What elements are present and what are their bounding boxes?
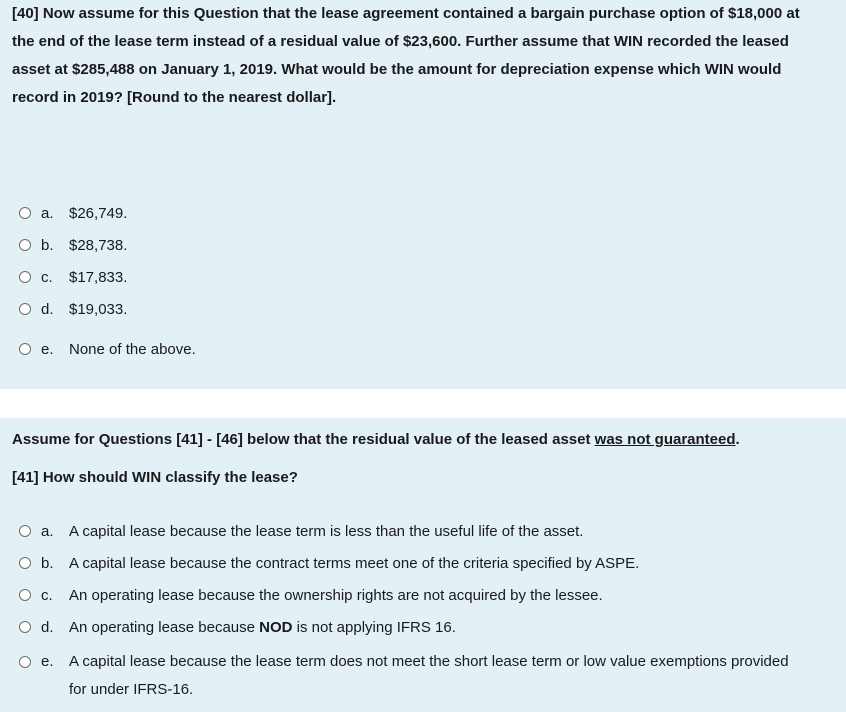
q40-option-e[interactable] [19, 338, 196, 360]
radio-button[interactable] [19, 303, 31, 315]
q40-option-c[interactable] [19, 266, 128, 288]
instruction-prefix: Assume for Questions [41] - [46] below that the residual value of the leased asset [12, 431, 595, 448]
option-letter: b. [41, 554, 54, 572]
radio-button[interactable] [19, 343, 31, 355]
radio-button[interactable] [19, 525, 31, 537]
option-letter: c. [41, 268, 53, 286]
option-text: A capital lease because the contract terms meet one of the criteria specified by ASPE. [69, 554, 640, 572]
option-text: $19,033. [69, 300, 128, 318]
option-text: An operating lease because the ownership rights are not acquired by the lessee. [69, 586, 603, 604]
option-letter: e. [41, 653, 54, 670]
instruction-text [12, 431, 740, 448]
option-text-after: is not applying IFRS 16. [292, 618, 456, 636]
q40-option-d[interactable] [19, 298, 128, 320]
radio-button[interactable] [19, 656, 31, 668]
option-text-bold: NOD [259, 618, 293, 636]
option-letter: b. [41, 236, 54, 254]
option-letter: c. [41, 586, 53, 604]
question-41-panel [0, 418, 846, 712]
option-text: $26,749. [69, 204, 128, 222]
radio-button[interactable] [19, 589, 31, 601]
option-text: None of the above. [69, 340, 196, 358]
q41-option-e[interactable] [19, 651, 789, 698]
q40-option-b[interactable] [19, 234, 128, 256]
instruction-suffix: . [735, 431, 740, 448]
radio-button[interactable] [19, 621, 31, 633]
option-text: $17,833. [69, 268, 128, 286]
option-letter: d. [41, 618, 54, 636]
q41-option-d[interactable] [19, 616, 456, 638]
q41-option-c[interactable] [19, 584, 603, 606]
option-text-before: An operating lease because [69, 618, 260, 636]
q41-option-b[interactable] [19, 552, 640, 574]
option-text: A capital lease because the lease term is less than the useful life of the asset. [69, 522, 584, 540]
radio-button[interactable] [19, 557, 31, 569]
radio-button[interactable] [19, 239, 31, 251]
option-letter: a. [41, 204, 54, 222]
radio-button[interactable] [19, 271, 31, 283]
instruction-underlined: was not guaranteed [594, 431, 736, 448]
q40-option-a[interactable] [19, 202, 128, 224]
option-letter: d. [41, 300, 54, 318]
radio-button[interactable] [19, 207, 31, 219]
question-40-text: [40] Now assume for this Question that the lease agreement contained a bargain purchase option of $18,000 at the end of the lease term instead of a residual value of $23,600. Further assume that WIN recorded the leased asset at $285,488 on January 1, 2019. What would be the amount for depreciation expense which WIN would record in 2019? [Round to the nearest dollar]. [12, 5, 800, 106]
option-text: $28,738. [69, 236, 128, 254]
option-text [69, 619, 456, 636]
option-letter: e. [41, 340, 54, 358]
question-41-text: [41] How should WIN classify the lease? [12, 469, 298, 486]
option-text: A capital lease because the lease term does not meet the short lease term or low value exemptions provided for under IFRS-16. [69, 653, 789, 698]
option-letter: a. [41, 522, 54, 540]
q41-option-a[interactable] [19, 520, 584, 542]
